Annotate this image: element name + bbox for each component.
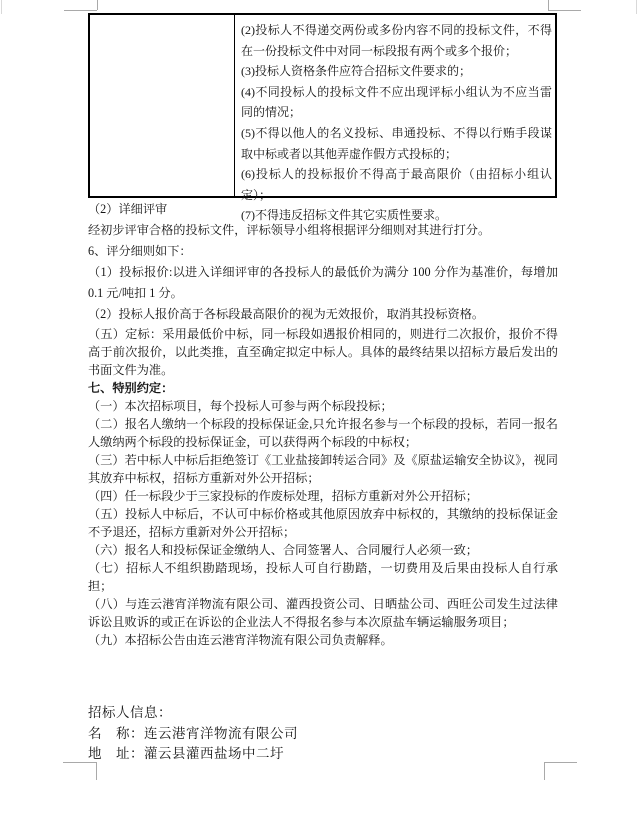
paragraph-detailed-review-heading: （2）详细评审 [88,202,168,216]
crop-mark-bottom-right-v [544,762,545,780]
table-item: (6)投标人的投标报价不得高于最高限价（由招标小组认定）； [241,167,552,202]
page-edge-right [636,0,637,14]
table-item: (4)不同投标人的投标文件不应出现评标小组认为不应当雷同的情况； [241,84,552,120]
paragraph-special-term-6: （六）报名人和投标保证金缴纳人、合同签署人、合同履行人必须一致； [88,543,478,557]
document-body [88,199,558,649]
crop-mark-top-right-v [548,0,549,10]
paragraph-award-rule: （五）定标：采用最低价中标，同一标段如遇报价相同的，则进行二次报价，报价不得高于前次报价，以此类推，直至确定拟定中标人。具体的最终结果以招标方最后发出的书面文件为准。 [88,327,558,377]
crop-mark-bottom-left-v [96,762,97,780]
table-item: (5)不得以他人的名义投标、串通投标、不得以行贿手段谋取中标或者以其他弄虚作假方式投标的； [241,125,552,161]
crop-mark-bottom-right-h [544,762,577,763]
table-item: (3)投标人资格条件应符合招标文件要求的； [241,64,471,79]
crop-mark-top-left-h [64,10,97,11]
paragraph-special-term-7: （七）招标人不组织勘踏现场，投标人可自行勘踏，一切费用及后果由投标人自行承担； [88,561,558,593]
paragraph-scoring-rule-1: （1）投标报价:以进入详细评审的各投标人的最低价为满分 100 分作为基准价，每增加 0.1 元/吨扣 1 分。 [88,265,558,300]
paragraph-special-term-9: （九）本招标公告由连云港宵洋物流有限公司负责解释。 [88,633,393,647]
paragraph-special-terms-heading: 七、特别约定： [88,381,174,395]
paragraph-scoring-rule-2: （2）投标人报价高于各标段最高限价的视为无效报价，取消其投标资格。 [88,307,485,321]
tenderer-info-block [88,703,508,765]
paragraph-special-term-3: （三）若中标人中标后拒绝签订《工业盐接卸转运合同》及《原盐运输安全协议》，视同其放弃中标权，招标方重新对外公开招标； [88,453,558,485]
table-item: (7)不得违反招标文件其它实质性要求。 [241,208,447,223]
table-cell-invalid-bid-conditions [235,15,555,223]
crop-mark-top-left-v [97,0,98,10]
tenderer-name-line: 名 称：连云港宵洋物流有限公司 [88,725,298,741]
paragraph-special-term-8: （八）与连云港宵洋物流有限公司、灌西投资公司、日晒盐公司、西旺公司发生过法律诉讼且败诉的或正在诉讼的企业法人不得报名参与本次原盐车辆运输服务项目； [88,597,558,629]
paragraph-special-term-5: （五）投标人中标后，不认可中标价格或其他原因放弃中标权的，其缴纳的投标保证金不予退还，招标方重新对外公开招标； [88,507,558,539]
tenderer-info-title: 招标人信息： [88,705,172,720]
table-item: (2)投标人不得递交两份或多份内容不同的投标文件，不得在一份投标文件中对同一标段报有两个或多个报价； [241,23,552,58]
paragraph-detailed-review-desc: 经初步评审合格的投标文件，评标领导小组将根据评分细则对其进行打分。 [88,223,491,237]
paragraph-special-term-4: （四）任一标段少于三家投标的作废标处理，招标方重新对外公开招标； [88,489,478,503]
crop-mark-top-right-h [548,10,581,11]
table-cell-empty [90,15,235,196]
paragraph-special-term-1: （一）本次招标项目，每个投标人可参与两个标段投标； [88,399,393,413]
page-edge-left [1,0,2,14]
tenderer-address-line: 地 址：灌云县灌西盐场中二圩 [88,746,284,761]
paragraph-special-term-2: （二）报名人缴纳一个标段的投标保证金,只允许报名参与一个标段的投标，若同一报名人缴纳两个标段的投标保证金，可以获得两个标段的中标权； [88,417,558,449]
paragraph-scoring-rules-heading: 6、评分细则如下： [88,244,192,258]
